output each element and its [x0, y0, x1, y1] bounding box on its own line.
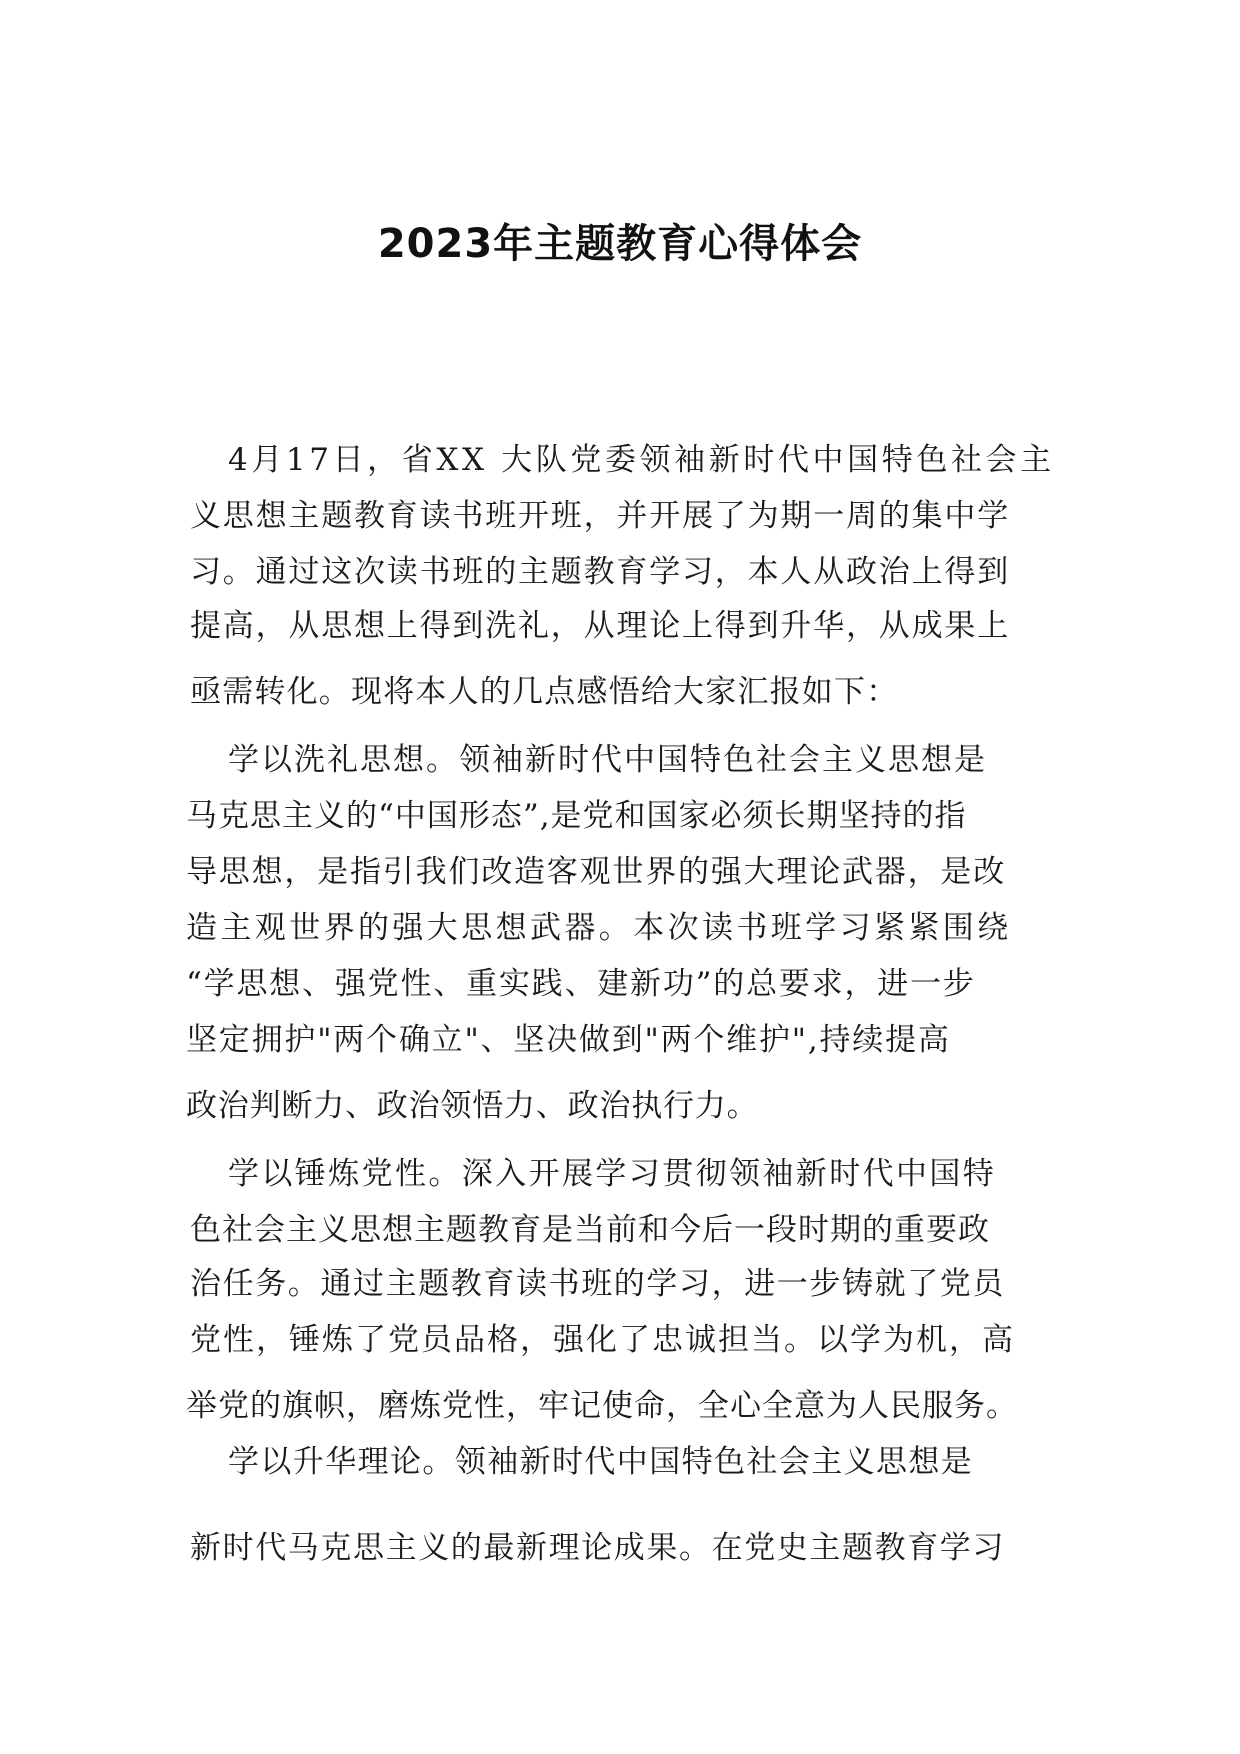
paragraph-2-line-6: 坚定拥护"两个确立"、坚决做到"两个维护",持续提高 — [186, 1022, 951, 1058]
paragraph-4-line-1: 学以升华理论。领袖新时代中国特色社会主义思想是 — [228, 1444, 974, 1480]
paragraph-4-line-2: 新时代马克思主义的最新理论成果。在党史主题教育学习 — [190, 1530, 1005, 1566]
paragraph-3-line-5: 举党的旗帜，磨炼党性，牢记使命，全心全意为人民服务。 — [186, 1388, 1018, 1424]
paragraph-1-line-5: 亟需转化。现将本人的几点感悟给大家汇报如下： — [190, 674, 899, 710]
paragraph-3-line-4: 党性，锤炼了党员品格，强化了忠诚担当。以学为机，高 — [190, 1322, 1015, 1358]
paragraph-3-line-1: 学以锤炼党性。深入开展学习贯彻领袖新时代中国特 — [228, 1156, 997, 1192]
paragraph-1-line-1: 4月17日，省XX 大队党委领袖新时代中国特色社会主 — [228, 442, 1055, 478]
paragraph-2-line-5: “学思想、强党性、重实践、建新功”的总要求，进一步 — [186, 966, 976, 1002]
paragraph-2-line-3: 导思想，是指引我们改造客观世界的强大理论武器，是改 — [186, 854, 1006, 890]
paragraph-2-line-2: 马克思主义的“中国形态”,是党和国家必须长期坚持的指 — [186, 798, 967, 834]
paragraph-2-line-1: 学以洗礼思想。领袖新时代中国特色社会主义思想是 — [228, 742, 987, 778]
paragraph-3-line-2: 色社会主义思想主题教育是当前和今后一段时期的重要政 — [190, 1212, 990, 1248]
paragraph-3-line-3: 治任务。通过主题教育读书班的学习，进一步铸就了党员 — [190, 1266, 1005, 1302]
paragraph-2-line-7: 政治判断力、政治领悟力、政治执行力。 — [186, 1088, 759, 1124]
paragraph-1-line-2: 义思想主题教育读书班开班，并开展了为期一周的集中学 — [190, 498, 1010, 534]
document-title: 2023年主题教育心得体会 — [377, 221, 863, 267]
paragraph-1-line-3: 习。通过这次读书班的主题教育学习，本人从政治上得到 — [190, 554, 1010, 590]
paragraph-1-line-4: 提高，从思想上得到洗礼，从理论上得到升华，从成果上 — [190, 608, 1010, 644]
paragraph-2-line-4: 造主观世界的强大思想武器。本次读书班学习紧紧围绕 — [186, 910, 1012, 946]
